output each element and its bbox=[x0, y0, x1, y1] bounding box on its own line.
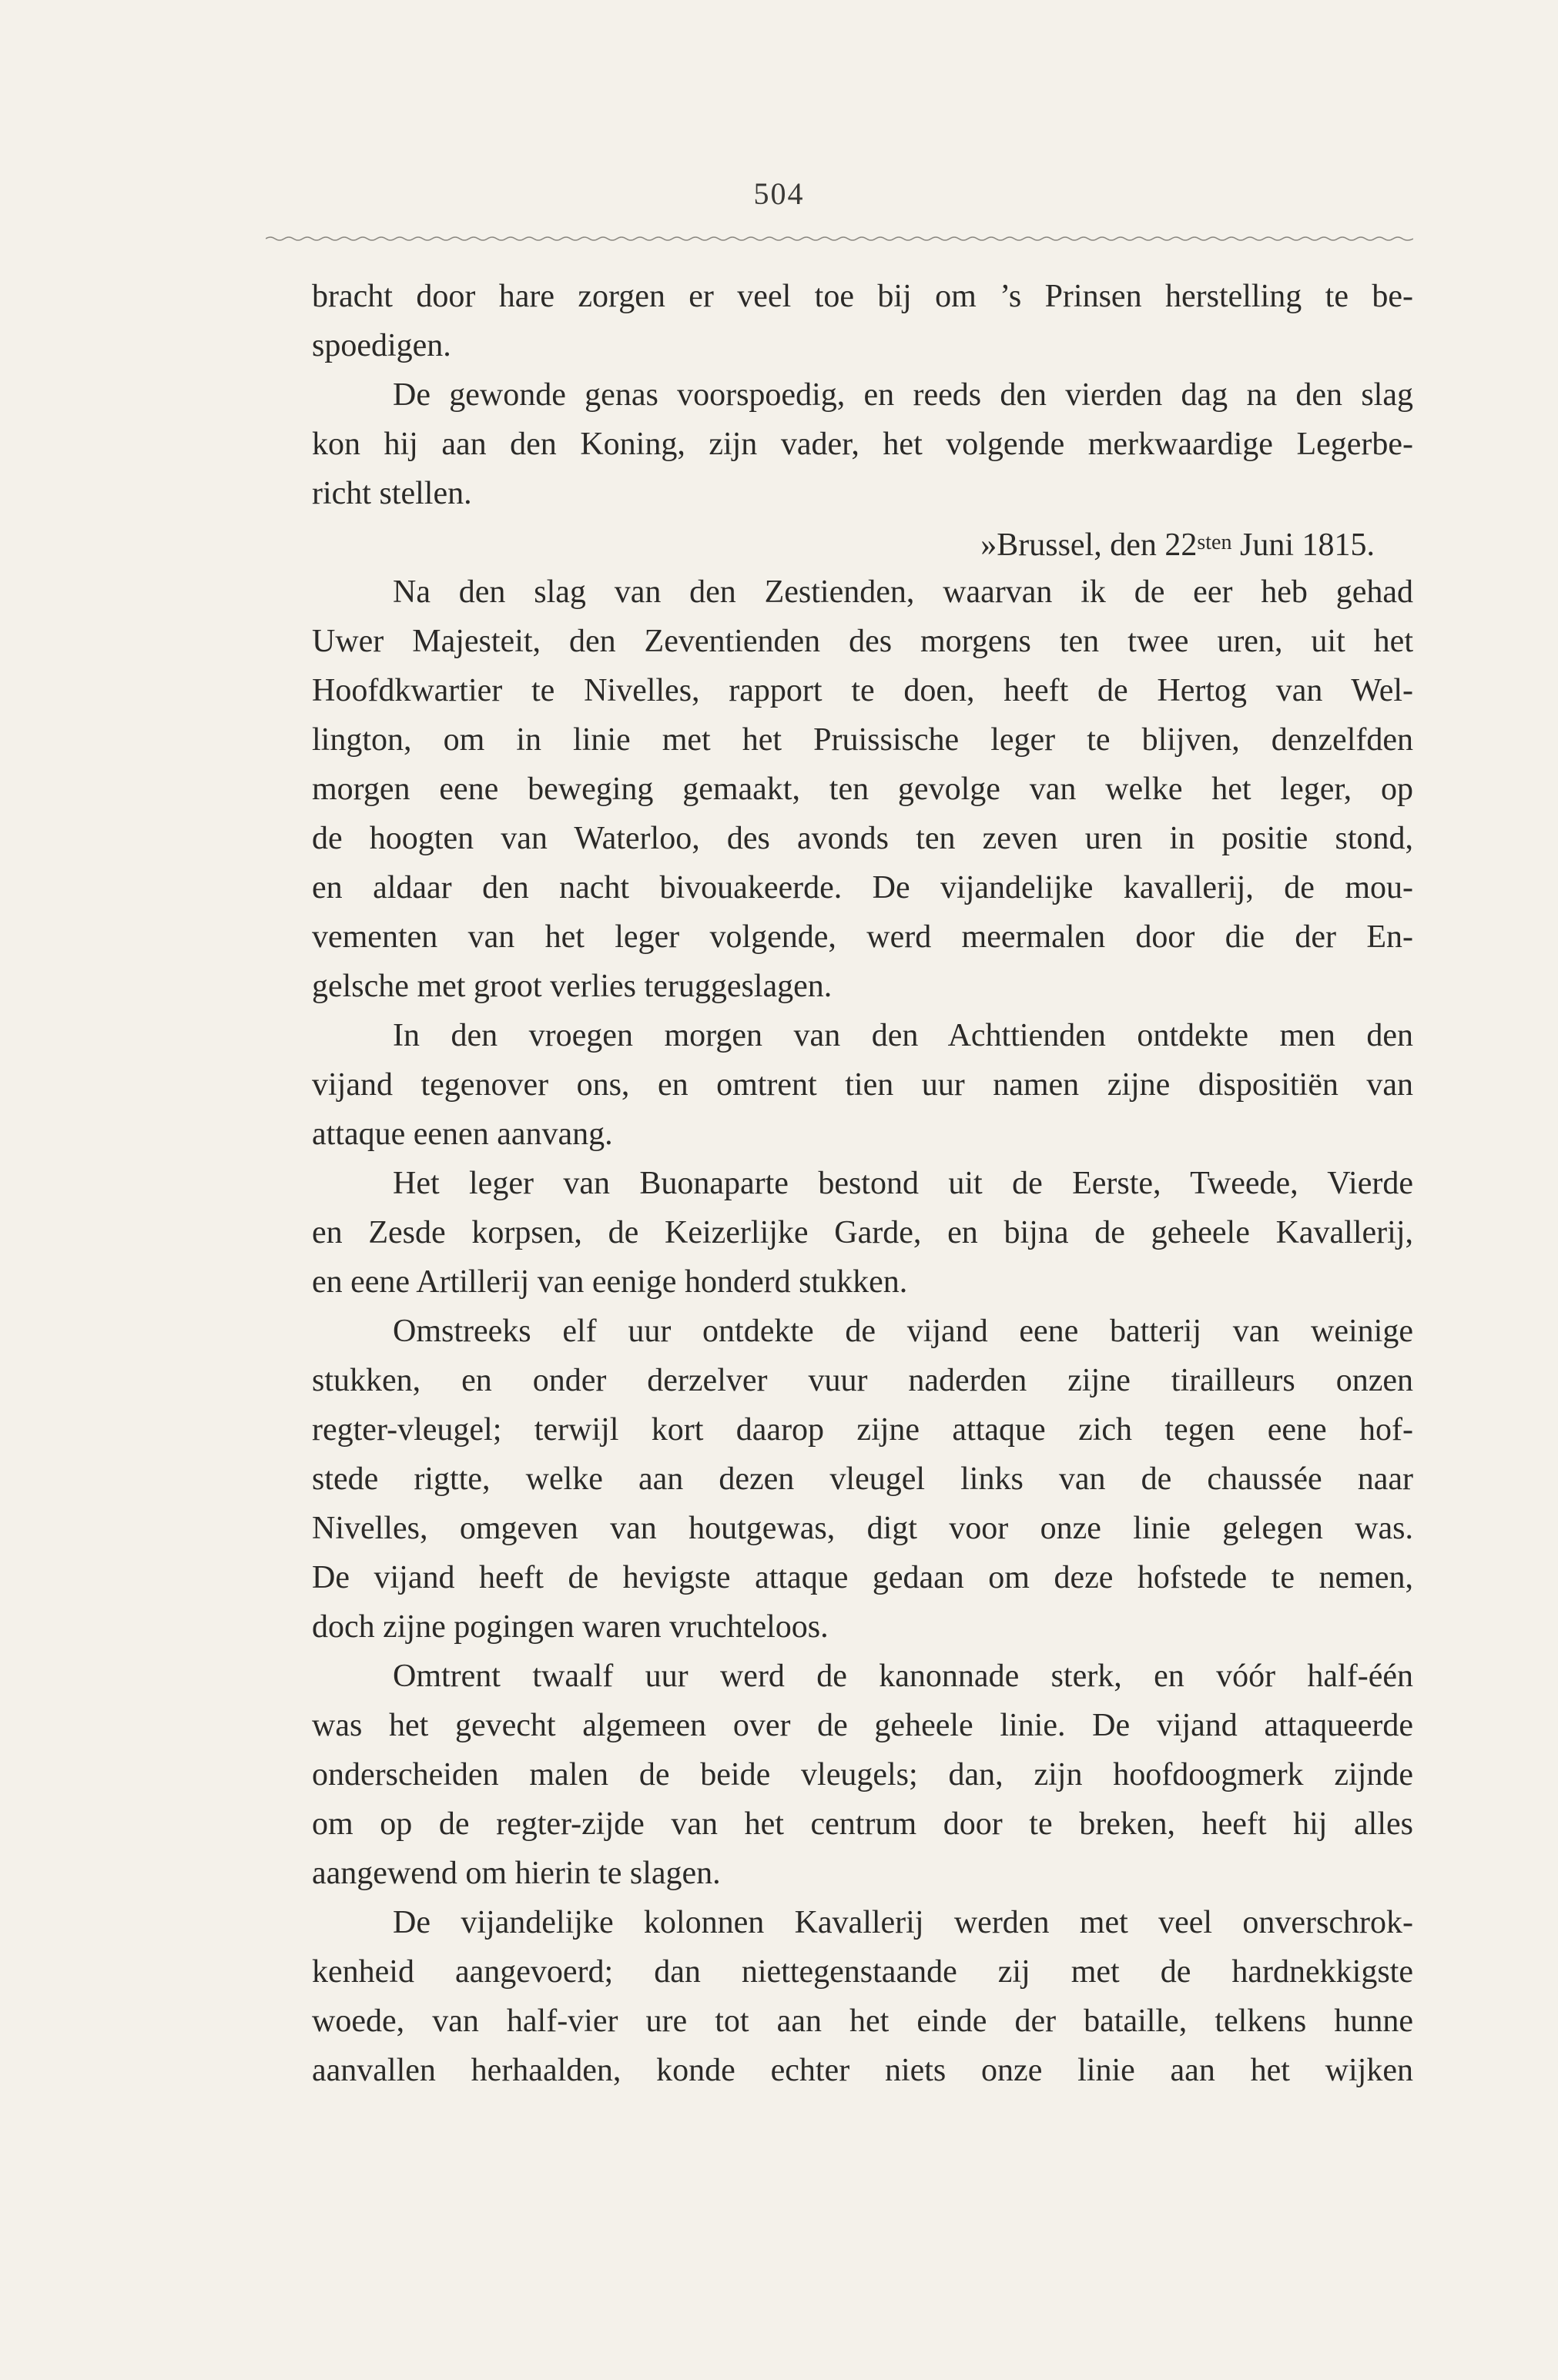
text-line: aanvallen herhaalden, konde echter niets onze linie aan het wijken bbox=[312, 2053, 1413, 2088]
text-line: Het leger van Buonaparte bestond uit de Eerste, Tweede, Vierde bbox=[393, 1166, 1413, 1201]
header-rule bbox=[266, 234, 1413, 243]
text-line: Omstreeks elf uur ontdekte de vijand eene batterij van weinige bbox=[393, 1314, 1413, 1349]
dateline-suffix: Juni 1815. bbox=[1231, 527, 1375, 563]
text-line: stukken, en onder derzelver vuur naderden zijne tirailleurs onzen bbox=[312, 1363, 1413, 1398]
dateline-prefix: »Brussel, den 22 bbox=[980, 527, 1198, 563]
text-line: morgen eene beweging gemaakt, ten gevolge van welke het leger, op bbox=[312, 772, 1413, 807]
text-line: De vijand heeft de hevigste attaque gedaan om deze hofstede te nemen, bbox=[312, 1560, 1413, 1595]
text-line: stede rigtte, welke aan dezen vleugel links van de chaussée naar bbox=[312, 1461, 1413, 1497]
text-line: woede, van half-vier ure tot aan het einde der bataille, telkens hunne bbox=[312, 2003, 1413, 2039]
text-line: onderscheiden malen de beide vleugels; dan, zijn hoofdoogmerk zijnde bbox=[312, 1757, 1413, 1793]
text-line: bracht door hare zorgen er veel toe bij om ’s Prinsen herstelling te be- bbox=[312, 279, 1413, 314]
text-line: en Zesde korpsen, de Keizerlijke Garde, en bijna de geheele Kavallerij, bbox=[312, 1215, 1413, 1250]
text-line: gelsche met groot verlies teruggeslagen. bbox=[312, 969, 833, 1004]
text-line: regter-vleugel; terwijl kort daarop zijne attaque zich tegen eene hof- bbox=[312, 1412, 1413, 1448]
text-line: Na den slag van den Zestienden, waarvan ik de eer heb gehad bbox=[393, 574, 1413, 610]
text-line: vijand tegenover ons, en omtrent tien uur namen zijne dispositiën van bbox=[312, 1067, 1413, 1103]
text-line: om op de regter-zijde van het centrum door te breken, heeft hij alles bbox=[312, 1806, 1413, 1842]
text-line: was het gevecht algemeen over de geheele linie. De vijand attaqueerde bbox=[312, 1708, 1413, 1743]
text-line: en aldaar den nacht bivouakeerde. De vijandelijke kavallerij, de mou- bbox=[312, 870, 1413, 905]
text-line: vementen van het leger volgende, werd meermalen door die der En- bbox=[312, 919, 1413, 955]
text-line: In den vroegen morgen van den Achttienden ontdekte men den bbox=[393, 1018, 1413, 1053]
text-line: Nivelles, omgeven van houtgewas, digt voor onze linie gelegen was. bbox=[312, 1511, 1413, 1546]
text-line: aangewend om hierin te slagen. bbox=[312, 1856, 721, 1891]
text-line: richt stellen. bbox=[312, 476, 472, 511]
text-line: Uwer Majesteit, den Zeventienden des morgens ten twee uren, uit het bbox=[312, 624, 1413, 659]
text-line: kenheid aangevoerd; dan niettegenstaande zij met de hardnekkigste bbox=[312, 1954, 1413, 1990]
text-line: spoedigen. bbox=[312, 328, 451, 363]
text-line: lington, om in linie met het Pruissische leger te blijven, denzelfden bbox=[312, 722, 1413, 758]
text-line: de hoogten van Waterloo, des avonds ten zeven uren in positie stond, bbox=[312, 821, 1413, 856]
page-number: 504 bbox=[753, 176, 805, 211]
text-line: De vijandelijke kolonnen Kavallerij werden met veel onverschrok- bbox=[393, 1905, 1413, 1940]
text-line: attaque eenen aanvang. bbox=[312, 1116, 613, 1152]
body-text bbox=[312, 272, 1413, 2095]
dateline-superscript: sten bbox=[1197, 531, 1232, 554]
text-line: doch zijne pogingen waren vruchteloos. bbox=[312, 1609, 829, 1645]
text-line: en eene Artillerij van eenige honderd stukken. bbox=[312, 1264, 908, 1300]
text-line: kon hij aan den Koning, zijn vader, het volgende merkwaardige Legerbe- bbox=[312, 427, 1413, 462]
dateline bbox=[312, 518, 1413, 567]
text-line: Omtrent twaalf uur werd de kanonnade sterk, en vóór half-één bbox=[393, 1659, 1413, 1694]
text-line: De gewonde genas voorspoedig, en reeds den vierden dag na den slag bbox=[393, 377, 1413, 413]
text-line: Hoofdkwartier te Nivelles, rapport te doen, heeft de Hertog van Wel- bbox=[312, 673, 1413, 708]
